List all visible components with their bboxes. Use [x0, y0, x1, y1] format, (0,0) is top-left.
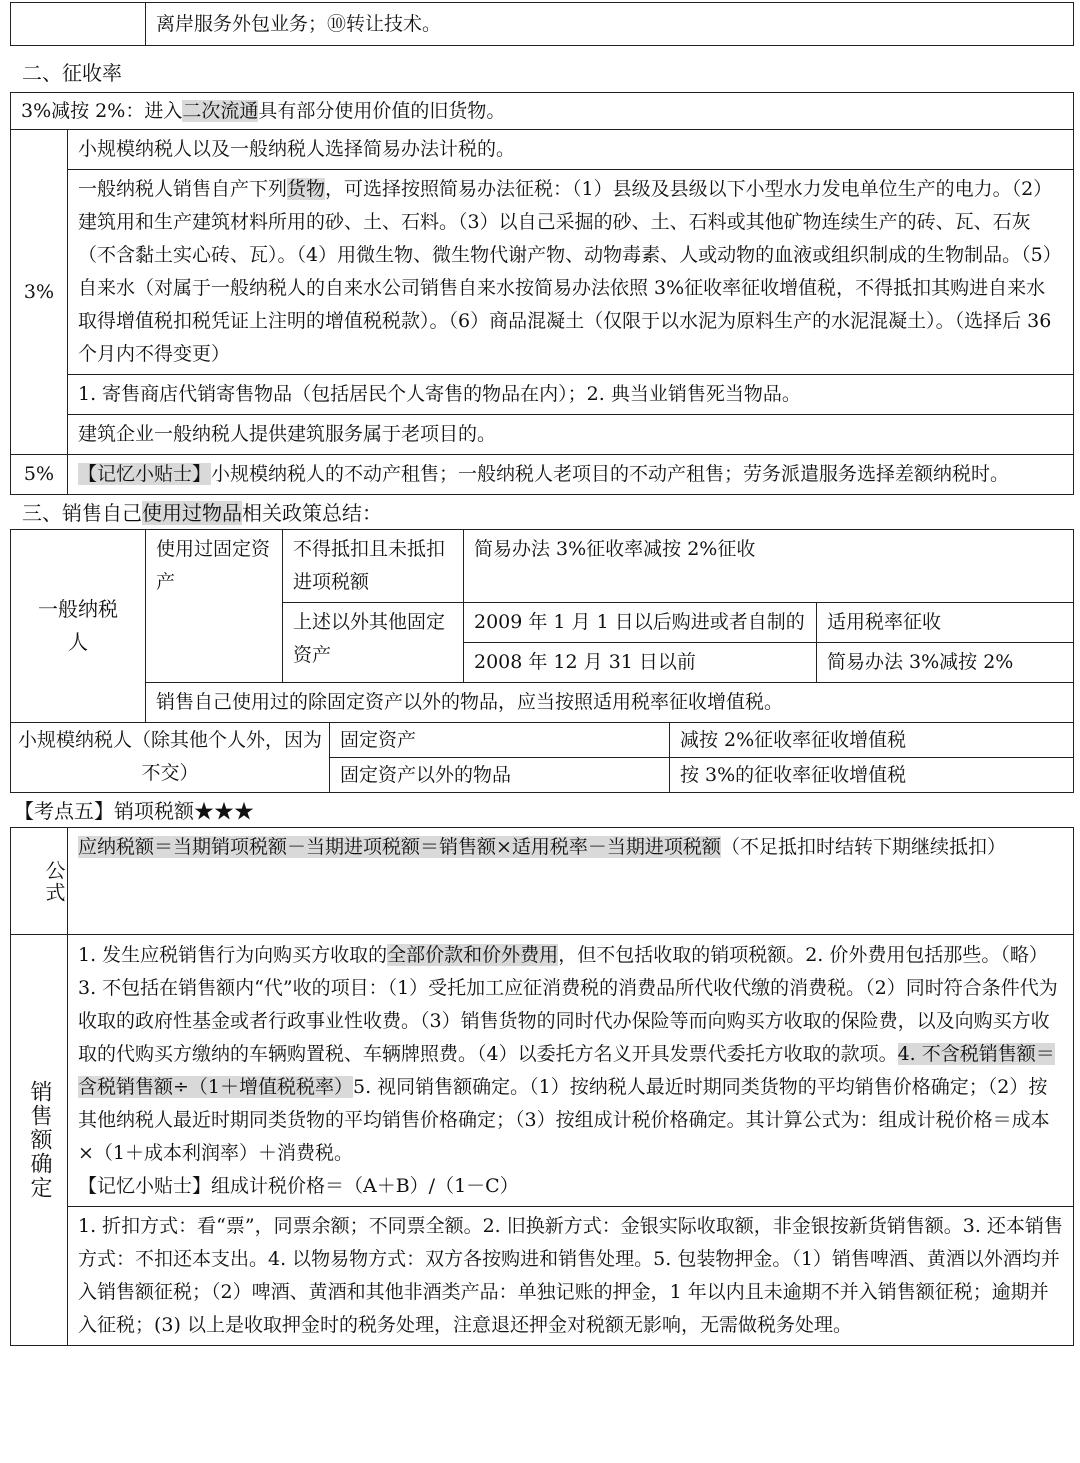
- small-other-label: 固定资产以外的物品: [330, 757, 670, 792]
- after-2009-label: 2009 年 1 月 1 日以后购进或者自制的: [464, 603, 817, 643]
- applicable-rate-policy: 适用税率征收: [817, 603, 1074, 643]
- rate-5-label: 5%: [11, 455, 68, 495]
- small-taxpayer-label: 小规模纳税人（除其他个人外，因为不交）: [11, 722, 330, 792]
- small-fixed-rate: 减按 2%征收率征收增值税: [670, 722, 1074, 757]
- section-three-title: 三、销售自己使用过物品相关政策总结：: [22, 501, 382, 525]
- continuation-text: 离岸服务外包业务；⑩转让技术。: [146, 3, 1074, 46]
- non-fixed-general-policy: 销售自己使用过的除固定资产以外的物品，应当按照适用税率征收增值税。: [146, 683, 1074, 723]
- special-sales-rules: 1. 折扣方式：看“票”，同票余额；不同票全额。2. 旧换新方式：金银实际收取额，非金银按新货销售额。3. 还本销售方式：不扣还本支出。4. 以物易物方式：双方各按购进和销售处理。5. 包装物押金。（1）销售啤酒、黄酒以外酒均并入销售额征税；（2）啤酒、黄酒和其他非酒类产品：单独记账的押金，1 年以内且未逾期不并入销售额征税；逾期并入征税；(3) 以上是收取押金时的税务处理，注意退还押金对税额无影响，无需做税务处理。: [68, 1206, 1074, 1345]
- rate-3-row-2: 一般纳税人销售自产下列货物，可选择按照简易办法征税：（1）县级及县级以下小型水力发电单位生产的电力。（2）建筑用和生产建筑材料所用的砂、土、石料。（3）以自己采掘的砂、土、石料或其他矿物连续生产的砖、瓦、石灰（不含黏土实心砖、瓦）。（4）用微生物、微生物代谢产物、动物毒素、人或动物的血液或组织制成的生物制品。（5）自来水（对属于一般纳税人的自来水公司销售自来水按简易办法依照 3%征收率征收增值税，不得抵扣其购进自来水取得增值税扣税凭证上注明的增值税税款）。（6）商品混凝土（仅限于以水泥为原料生产的水泥混凝土）。（选择后 36 个月内不得变更）: [68, 170, 1074, 375]
- rate-3-row-4: 建筑企业一般纳税人提供建筑服务属于老项目的。: [68, 415, 1074, 455]
- small-fixed-label: 固定资产: [330, 722, 670, 757]
- continuation-table: [10, 2, 1074, 46]
- document-page: [10, 0, 1074, 1346]
- sales-amount-label: 销售额确定: [11, 934, 68, 1345]
- rate-3-label: 3%: [11, 130, 68, 455]
- before-2008-label: 2008 年 12 月 31 日以前: [464, 643, 817, 683]
- continuation-empty-cell: [11, 3, 146, 46]
- rate-header-b: 二次流通: [182, 100, 259, 122]
- general-taxpayer-label: 一般纳税人: [11, 530, 146, 723]
- small-taxpayer-table: [10, 722, 1074, 793]
- other-fixed-assets-label: 上述以外其他固定资产: [283, 603, 464, 683]
- not-deducted-label: 不得抵扣且未抵扣进项税额: [283, 530, 464, 603]
- formula-text: 应纳税额＝当期销项税额－当期进项税额＝销售额×适用税率－当期进项税额（不足抵扣时结转下期继续抵扣）: [68, 827, 1074, 934]
- point-five-title: 【考点五】销项税额★★★: [14, 798, 254, 823]
- small-other-rate: 按 3%的征收率征收增值税: [670, 757, 1074, 792]
- used-fixed-assets-label: 使用过固定资产: [146, 530, 283, 683]
- formula-label: 公式: [11, 827, 68, 934]
- simple-3-2-policy: 简易办法 3%征收率减按 2%征收: [464, 530, 1074, 603]
- rate-3-row-1: 小规模纳税人以及一般纳税人选择简易办法计税的。: [68, 130, 1074, 170]
- rate-5-row: 【记忆小贴士】小规模纳税人的不动产租售；一般纳税人老项目的不动产租售；劳务派遣服务选择差额纳税时。: [68, 455, 1074, 495]
- rate-header-c: 具有部分使用价值的旧货物。: [258, 100, 506, 122]
- used-goods-table: [10, 529, 1074, 723]
- output-tax-table: [10, 827, 1074, 1346]
- simple-3-2b-policy: 简易办法 3%减按 2%: [817, 643, 1074, 683]
- rate-3-row-3: 1. 寄售商店代销寄售物品（包括居民个人寄售的物品在内）；2. 典当业销售死当物品。: [68, 375, 1074, 415]
- rate-table: [10, 92, 1074, 495]
- rate-header-a: 3%减按 2%：进入: [21, 100, 183, 122]
- sales-amount-rules: 1. 发生应税销售行为向购买方收取的全部价款和价外费用，但不包括收取的销项税额。2. 价外费用包括那些。（略）3. 不包括在销售额内“代”收的项目：（1）受托加工应征消费税的消费品所代收代缴的消费税。（2）同时符合条件代为收取的政府性基金或者行政事业性收费。（3）销售货物的同时代办保险等而向购买方收取的保险费，以及向购买方收取的代购买方缴纳的车辆购置税、车辆牌照费。（4）以委托方名义开具发票代委托方收取的款项。4. 不含税销售额＝含税销售额÷（1＋增值税税率）5. 视同销售额确定。（1）按纳税人最近时期同类货物的平均销售价格确定；（2）按其他纳税人最近时期同类货物的平均销售价格确定；（3）按组成计税价格确定。其计算公式为：组成计税价格＝成本×（1＋成本利润率）＋消费税。 【记忆小贴士】组成计税价格＝（A＋B）/（1－C）: [68, 934, 1074, 1206]
- section-two-title: 二、征收率: [22, 61, 122, 85]
- rate-header: [11, 93, 1074, 130]
